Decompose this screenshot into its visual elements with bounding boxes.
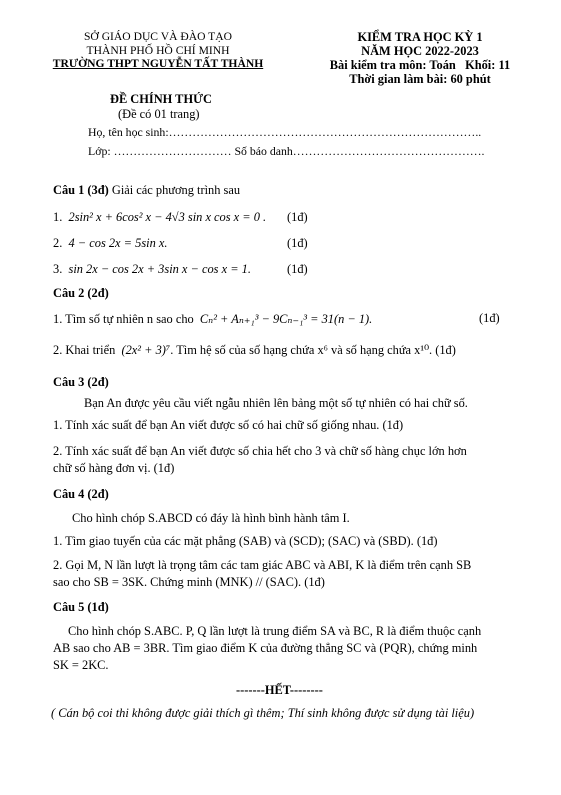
- q1-item-3-points: (1đ): [287, 262, 308, 276]
- end-marker: -------HẾT--------: [236, 683, 323, 697]
- q4-item-2-line-2: sao cho SB = 3SK. Chứng minh (MNK) // (SAC). (1đ): [53, 575, 325, 589]
- q3-item-2-line-2: chữ số hàng đơn vị. (1đ): [53, 461, 175, 475]
- department-name: SỞ GIÁO DỤC VÀ ĐÀO TẠO: [83, 30, 233, 43]
- school-name: TRƯỜNG THPT NGUYỄN TẤT THÀNH: [52, 57, 264, 70]
- school-year: NĂM HỌC 2022-2023: [361, 44, 479, 58]
- header-right: [300, 30, 540, 86]
- q5-line-3: SK = 2KC.: [53, 658, 109, 672]
- question-3-header: Câu 3 (2đ): [53, 375, 109, 389]
- q5-line-2: AB sao cho AB = 3BR. Tìm giao điểm K của đường thẳng SC và (PQR), chứng minh: [53, 641, 478, 655]
- q1-item-2: 2. 4 − cos 2x = 5sin x.: [53, 236, 168, 250]
- q1-item-3: 3. sin 2x − cos 2x + 3sin x − cos x = 1.: [53, 262, 251, 276]
- question-4-header: Câu 4 (2đ): [53, 487, 109, 501]
- subject-grade: Bài kiểm tra môn: Toán Khối: 11: [329, 58, 511, 72]
- q3-item-2-line-1: 2. Tính xác suất để bạn An viết được số chia hết cho 3 và chữ số hàng chục lớn hơn: [53, 444, 467, 458]
- page-count: (Đề có 01 trang): [118, 107, 200, 121]
- footer-note: ( Cán bộ coi thi không được giải thích gì thêm; Thí sinh không được sử dụng tài liệu): [51, 706, 475, 720]
- q2-item-1: 1. Tìm số tự nhiên n sao cho Cₙ² + Aₙ₊₁³ − 9Cₙ₋₁³ = 31(n − 1).: [53, 312, 373, 326]
- question-2-header: Câu 2 (2đ): [53, 286, 109, 300]
- exam-duration: Thời gian làm bài: 60 phút: [349, 72, 491, 86]
- q2-item-1-points: (1đ): [479, 311, 500, 325]
- q4-intro: Cho hình chóp S.ABCD có đáy là hình bình hành tâm I.: [72, 511, 350, 525]
- q2-item-2: 2. Khai triển (2x² + 3)⁷. Tìm hệ số của số hạng chứa x⁶ và số hạng chứa x¹⁰. (1đ): [53, 343, 456, 357]
- city-name: THÀNH PHỐ HỒ CHÍ MINH: [86, 43, 230, 57]
- q4-item-1: 1. Tìm giao tuyến của các mặt phẳng (SAB) và (SCD); (SAC) và (SBD). (1đ): [53, 534, 438, 548]
- question-1-header: Câu 1 (3đ) Giải các phương trình sau: [53, 183, 241, 197]
- header-left: [48, 30, 268, 71]
- q3-item-1: 1. Tính xác suất để bạn An viết được số có hai chữ số giống nhau. (1đ): [53, 418, 404, 432]
- q1-item-1-points: (1đ): [287, 210, 308, 224]
- student-class-line: Lớp: ………………………… Số báo danh………………………………………….: [88, 144, 485, 158]
- q4-item-2-line-1: 2. Gọi M, N lần lượt là trọng tâm các tam giác ABC và ABI, K là điểm trên cạnh SB: [53, 558, 472, 572]
- q1-item-1: 1. 2sin² x + 6cos² x − 4√3 sin x cos x = 0 .: [53, 210, 267, 224]
- question-5-header: Câu 5 (1đ): [53, 600, 109, 614]
- q5-line-1: Cho hình chóp S.ABC. P, Q lần lượt là trung điểm SA và BC, R là điểm thuộc cạnh: [68, 624, 482, 638]
- exam-title: KIỂM TRA HỌC KỲ 1: [357, 30, 483, 44]
- student-name-line: Họ, tên học sinh:……………………………………………………………………..: [88, 125, 482, 139]
- official-title: ĐỀ CHÍNH THỨC: [110, 92, 212, 106]
- q1-item-2-points: (1đ): [287, 236, 308, 250]
- q3-intro: Bạn An được yêu cầu viết ngẫu nhiên lên bảng một số tự nhiên có hai chữ số.: [84, 396, 468, 410]
